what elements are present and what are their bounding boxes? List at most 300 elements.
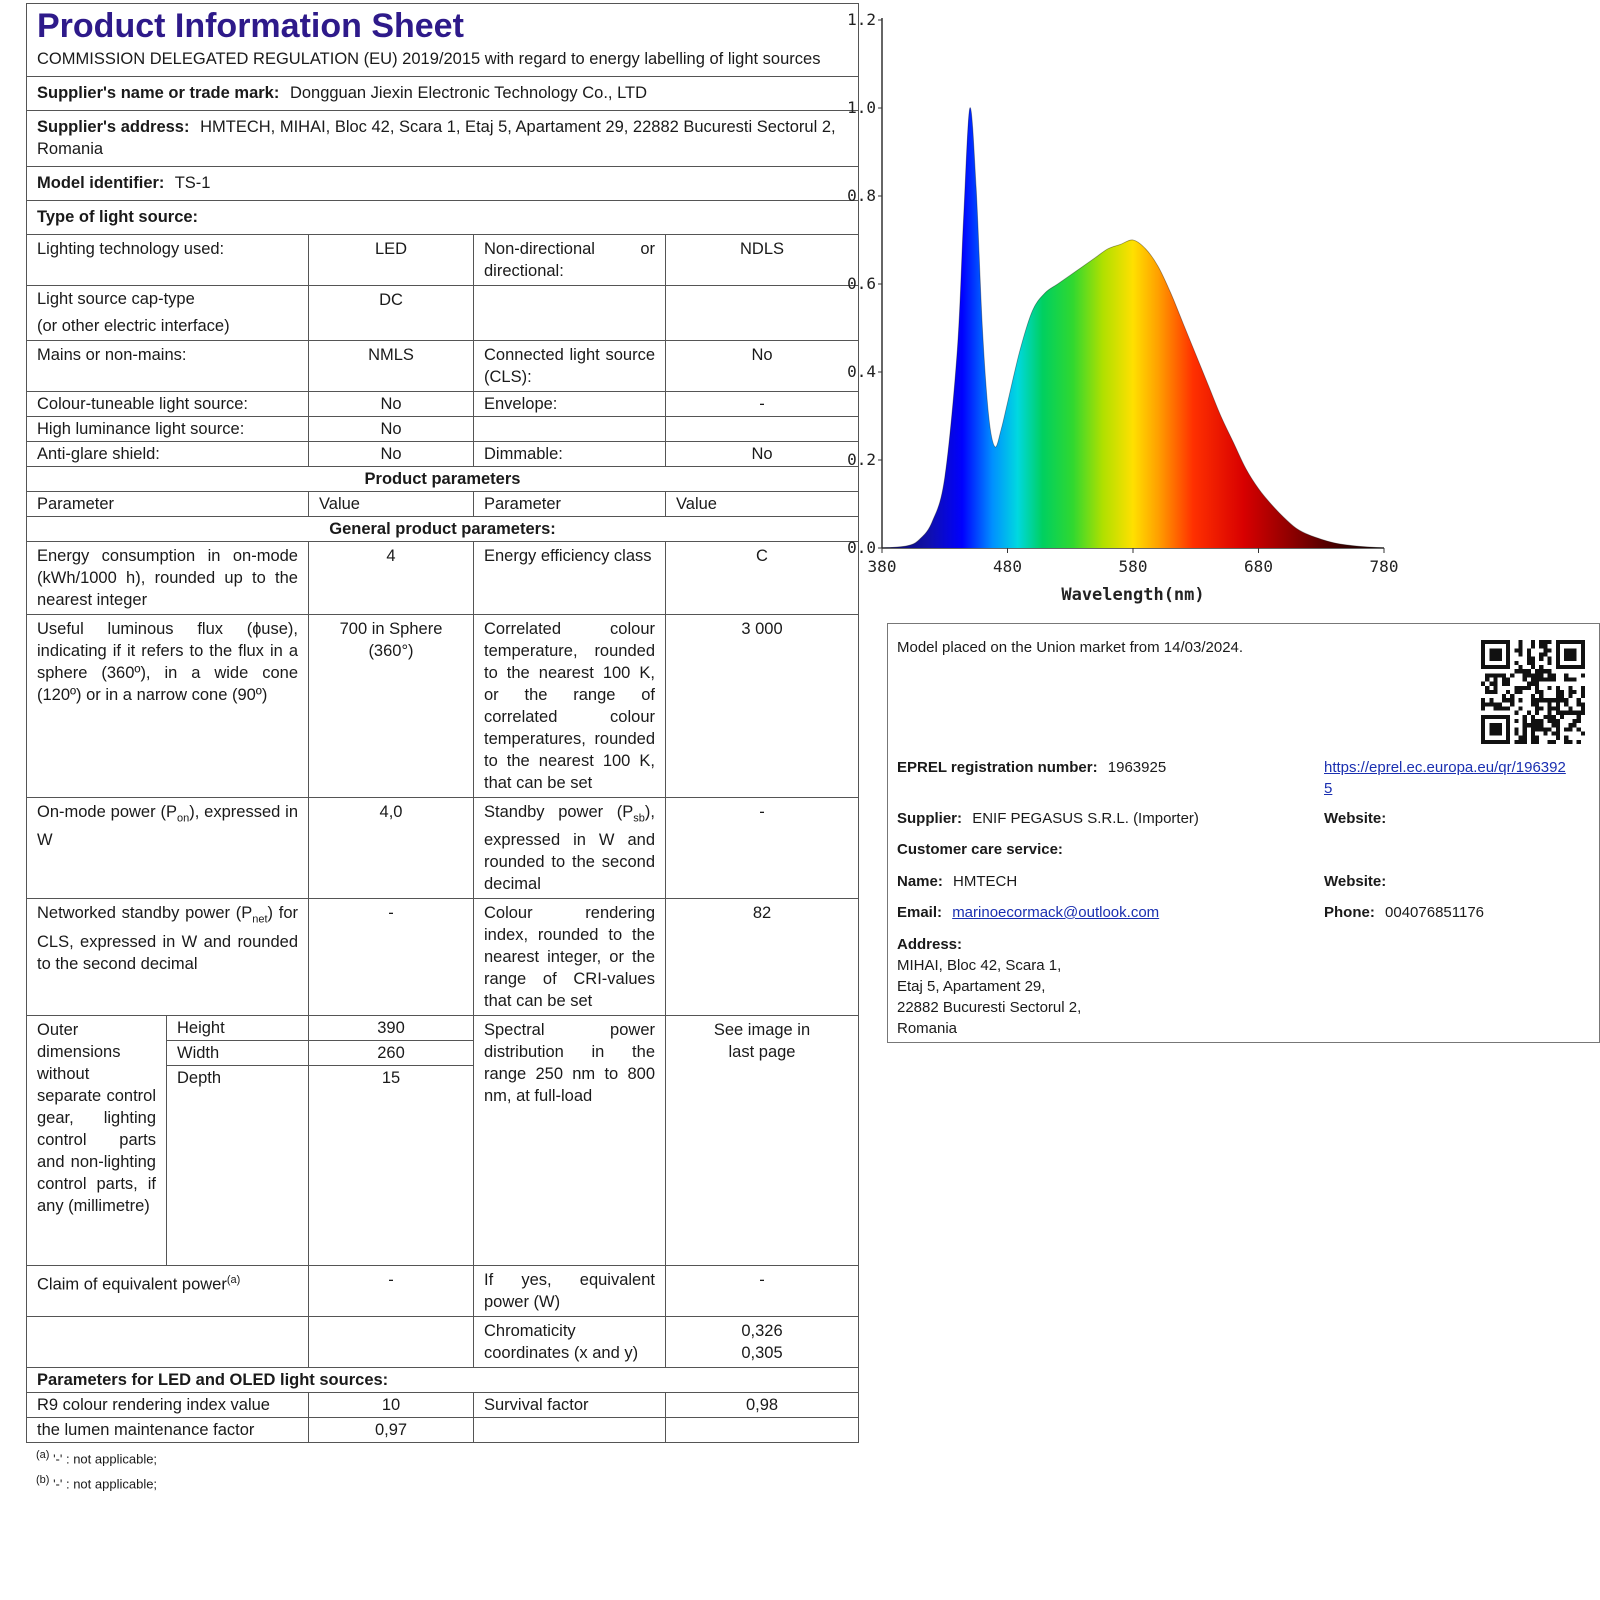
qr-module — [1523, 669, 1527, 673]
y-tick-label: 0.0 — [847, 538, 876, 557]
qr-module — [1560, 698, 1564, 702]
qr-module — [1489, 657, 1493, 661]
qr-module — [1502, 677, 1506, 681]
qr-module — [1581, 707, 1585, 711]
qr-module — [1506, 736, 1510, 740]
qr-module — [1514, 732, 1518, 736]
on-mode-power-value: 4,0 — [309, 798, 474, 899]
market-date-text: Model placed on the Union market from 14/03/2024. — [897, 639, 1244, 656]
qr-module — [1481, 736, 1485, 740]
address-line: 22882 Bucuresti Sectorul 2, — [897, 999, 1082, 1016]
qr-module — [1560, 715, 1564, 719]
qr-module — [1552, 715, 1556, 719]
on-mode-power-label: On-mode power $(P_{on})$, expressed in W — [27, 798, 309, 899]
qr-module — [1527, 711, 1531, 715]
qr-module — [1493, 727, 1497, 731]
qr-module — [1556, 694, 1560, 698]
lumen-maintenance-label: the lumen maintenance factor — [27, 1418, 309, 1443]
qr-module — [1502, 707, 1506, 711]
qr-module — [1481, 732, 1485, 736]
param-label: Mains or non-mains: — [27, 341, 309, 392]
qr-module — [1498, 723, 1502, 727]
qr-module — [1514, 740, 1518, 744]
networked-standby-value: - — [309, 899, 474, 1016]
height-value: 390 — [309, 1016, 474, 1041]
qr-module — [1535, 711, 1539, 715]
type-heading-row — [27, 201, 859, 235]
param-label — [474, 417, 666, 442]
qr-module — [1568, 677, 1572, 681]
qr-module — [1498, 740, 1502, 744]
qr-module — [1556, 698, 1560, 702]
qr-module — [1518, 690, 1522, 694]
qr-module — [1493, 677, 1497, 681]
qr-module — [1506, 661, 1510, 665]
qr-module — [1539, 665, 1543, 669]
qr-module — [1539, 707, 1543, 711]
address-label: Address: — [897, 936, 963, 953]
general-heading: General product parameters: — [27, 517, 859, 542]
qr-module — [1481, 640, 1485, 644]
x-tick-label: 780 — [1369, 557, 1399, 576]
qr-module — [1548, 711, 1552, 715]
qr-module — [1485, 673, 1489, 677]
qr-module — [1543, 715, 1547, 719]
qr-module — [1506, 665, 1510, 669]
name-value: HMTECH — [953, 873, 1018, 890]
qr-module — [1539, 719, 1543, 723]
cct-label: Correlated colour temperature, rounded to the nearest 100 K, or the range of correlated colour temperatures, rounded to the nearest 100 K, that can be set — [474, 615, 666, 798]
qr-module — [1568, 727, 1572, 731]
depth-label: Depth — [167, 1066, 309, 1266]
qr-module — [1564, 727, 1568, 731]
x-tick-label: 380 — [867, 557, 897, 576]
qr-module — [1577, 640, 1581, 644]
table-row — [27, 442, 859, 467]
height-label: Height — [167, 1016, 309, 1041]
spectrum-svg — [847, 8, 1452, 620]
qr-module — [1556, 719, 1560, 723]
qr-module — [1568, 657, 1572, 661]
qr-module — [1485, 686, 1489, 690]
qr-module — [1581, 702, 1585, 706]
qr-module — [1514, 648, 1518, 652]
qr-module — [1539, 657, 1543, 661]
x-axis-label: Wavelength(nm) — [1061, 585, 1205, 605]
qr-module — [1560, 711, 1564, 715]
supplier-name-row — [27, 77, 859, 111]
qr-module — [1531, 698, 1535, 702]
qr-module — [1523, 673, 1527, 677]
qr-module — [1502, 665, 1506, 669]
qr-module — [1498, 665, 1502, 669]
qr-module — [1564, 648, 1568, 652]
qr-module — [1539, 698, 1543, 702]
qr-module — [1581, 665, 1585, 669]
qr-module — [1506, 682, 1510, 686]
qr-module — [1485, 740, 1489, 744]
qr-module — [1481, 719, 1485, 723]
standby-power-label: Standby power $(P_{sb})$, expressed in W and rounded to the second decimal — [474, 798, 666, 899]
chromaticity-value — [666, 1317, 859, 1368]
qr-module — [1502, 698, 1506, 702]
qr-module — [1548, 727, 1552, 731]
qr-module — [1493, 702, 1497, 706]
qr-module — [1498, 648, 1502, 652]
qr-module — [1543, 669, 1547, 673]
qr-module — [1568, 740, 1572, 744]
qr-module — [1543, 677, 1547, 681]
qr-module — [1556, 640, 1560, 644]
qr-module — [1577, 665, 1581, 669]
qr-module — [1560, 640, 1564, 644]
qr-module — [1568, 694, 1572, 698]
qr-module — [1489, 698, 1493, 702]
x-tick-label: 480 — [993, 557, 1022, 576]
qr-module — [1581, 652, 1585, 656]
supplier-line — [897, 808, 1199, 829]
qr-module — [1489, 640, 1493, 644]
qr-module — [1535, 690, 1539, 694]
qr-module — [1523, 736, 1527, 740]
chromaticity-y: 0,305 — [741, 1344, 783, 1363]
qr-module — [1564, 702, 1568, 706]
energy-consumption-label: Energy consumption in on-mode (kWh/1000 h), rounded up to the nearest integer — [27, 542, 309, 615]
qr-module — [1523, 715, 1527, 719]
qr-module — [1556, 732, 1560, 736]
qr-module — [1577, 702, 1581, 706]
qr-module — [1581, 732, 1585, 736]
qr-module — [1489, 702, 1493, 706]
qr-module — [1498, 732, 1502, 736]
y-tick-label: 0.4 — [847, 362, 876, 381]
qr-module — [1556, 648, 1560, 652]
address-line: Etaj 5, Apartament 29, — [897, 978, 1046, 995]
qr-module — [1506, 723, 1510, 727]
qr-module — [1556, 652, 1560, 656]
qr-module — [1535, 702, 1539, 706]
qr-module — [1564, 652, 1568, 656]
qr-module — [1564, 740, 1568, 744]
qr-module — [1531, 732, 1535, 736]
type-heading: Type of light source: — [27, 201, 859, 235]
qr-module — [1514, 727, 1518, 731]
qr-module — [1493, 652, 1497, 656]
qr-module — [1581, 644, 1585, 648]
qr-module — [1518, 652, 1522, 656]
qr-module — [1573, 652, 1577, 656]
qr-module — [1506, 727, 1510, 731]
qr-module — [1493, 732, 1497, 736]
qr-module — [1514, 690, 1518, 694]
product-information-sheet — [26, 3, 858, 1496]
qr-module — [1581, 690, 1585, 694]
qr-module — [1481, 661, 1485, 665]
qr-module — [1493, 673, 1497, 677]
eprel-link-container — [1324, 757, 1569, 799]
qr-module — [1506, 657, 1510, 661]
col-header-value: Value — [666, 492, 859, 517]
spectrum-area — [882, 108, 1384, 548]
qr-module — [1514, 661, 1518, 665]
address-block — [897, 934, 1081, 1039]
table-row — [27, 286, 859, 341]
qr-module — [1568, 665, 1572, 669]
param-label: Connected light source (CLS): — [474, 341, 666, 392]
param-value: - — [666, 392, 859, 417]
qr-module — [1506, 648, 1510, 652]
qr-module — [1548, 648, 1552, 652]
qr-module — [1535, 677, 1539, 681]
qr-module — [1548, 640, 1552, 644]
qr-module — [1489, 690, 1493, 694]
qr-module — [1556, 723, 1560, 727]
qr-module — [1552, 698, 1556, 702]
qr-module — [1518, 669, 1522, 673]
qr-module — [1506, 732, 1510, 736]
qr-module — [1498, 707, 1502, 711]
qr-module — [1543, 652, 1547, 656]
phone-label: Phone: — [1324, 904, 1375, 921]
luminous-flux-label: Useful luminous flux (ɸuse), indicating if it refers to the flux in a sphere (360º), in a wide cone (120º) or in a narrow cone (90º) — [27, 615, 309, 798]
table-row — [27, 1016, 859, 1041]
qr-module — [1556, 707, 1560, 711]
email-link[interactable]: marinoecormack@outlook.com — [952, 904, 1160, 921]
qr-module — [1552, 732, 1556, 736]
qr-module — [1531, 657, 1535, 661]
qr-module — [1552, 677, 1556, 681]
param-value: LED — [309, 235, 474, 286]
qr-module — [1535, 669, 1539, 673]
led-heading: Parameters for LED and OLED light sources: — [27, 1368, 859, 1393]
qr-module — [1518, 665, 1522, 669]
table-row — [27, 798, 859, 899]
outer-dimensions-label: Outer dimensions without separate control gear, lighting control parts and non-lighting control parts, if any (millimetre) — [27, 1016, 167, 1266]
qr-module — [1560, 690, 1564, 694]
col-header-value: Value — [309, 492, 474, 517]
x-tick-label: 680 — [1244, 557, 1273, 576]
qr-module — [1498, 673, 1502, 677]
param-label: Anti-glare shield: — [27, 442, 309, 467]
cri-label: Colour rendering index, rounded to the nearest integer, or the range of CRI-values that can be set — [474, 899, 666, 1016]
qr-module — [1502, 640, 1506, 644]
footnote: $^{(a)}$ '-' : not applicable; — [36, 1449, 158, 1467]
energy-consumption-value: 4 — [309, 542, 474, 615]
product-parameters-heading-row — [27, 467, 859, 492]
table-row — [27, 1317, 859, 1368]
qr-module — [1531, 715, 1535, 719]
address-line: Romania — [897, 1020, 958, 1037]
qr-module — [1556, 690, 1560, 694]
table-row — [27, 1266, 859, 1317]
qr-module — [1543, 648, 1547, 652]
qr-module — [1493, 682, 1497, 686]
qr-module — [1573, 711, 1577, 715]
qr-module — [1518, 648, 1522, 652]
param-label: Envelope: — [474, 392, 666, 417]
qr-module — [1506, 677, 1510, 681]
qr-module — [1539, 723, 1543, 727]
qr-module — [1531, 673, 1535, 677]
qr-module — [1568, 686, 1572, 690]
qr-module — [1481, 727, 1485, 731]
registration-number: 1963925 — [1107, 759, 1167, 776]
claim-equivalent-label: Claim of equivalent power$^{(a)}$ — [27, 1266, 309, 1317]
cri-value: 82 — [666, 899, 859, 1016]
qr-module — [1535, 719, 1539, 723]
efficiency-class-label: Energy efficiency class — [474, 542, 666, 615]
eprel-registration — [897, 757, 1166, 778]
qr-module — [1556, 661, 1560, 665]
qr-module — [1489, 648, 1493, 652]
qr-module — [1548, 740, 1552, 744]
qr-module — [1560, 665, 1564, 669]
table-row — [27, 341, 859, 392]
qr-module — [1560, 694, 1564, 698]
eprel-url-link[interactable]: https://eprel.ec.europa.eu/qr/1963925 — [1324, 759, 1566, 797]
qr-module — [1535, 736, 1539, 740]
equivalent-power-label: If yes, equivalent power (W) — [474, 1266, 666, 1317]
qr-module — [1489, 740, 1493, 744]
width-label: Width — [167, 1041, 309, 1066]
param-value: No — [309, 417, 474, 442]
qr-module — [1531, 665, 1535, 669]
qr-module — [1498, 727, 1502, 731]
qr-module — [1564, 698, 1568, 702]
qr-module — [1581, 640, 1585, 644]
qr-module — [1481, 698, 1485, 702]
table-row — [27, 542, 859, 615]
qr-module — [1514, 719, 1518, 723]
qr-module — [1527, 648, 1531, 652]
qr-module — [1485, 702, 1489, 706]
qr-module — [1548, 702, 1552, 706]
param-label: Dimmable: — [474, 442, 666, 467]
qr-module — [1489, 682, 1493, 686]
qr-module — [1523, 719, 1527, 723]
param-value: DC — [309, 286, 474, 341]
qr-module — [1493, 723, 1497, 727]
qr-module — [1535, 673, 1539, 677]
param-value: No — [309, 392, 474, 417]
qr-module — [1581, 673, 1585, 677]
qr-module — [1573, 723, 1577, 727]
r9-value: 10 — [309, 1393, 474, 1418]
qr-module — [1539, 640, 1543, 644]
qr-module — [1502, 694, 1506, 698]
qr-module — [1518, 707, 1522, 711]
x-tick-group — [868, 548, 1399, 576]
qr-module — [1539, 694, 1543, 698]
qr-module — [1489, 673, 1493, 677]
table-row — [27, 1393, 859, 1418]
supplier-name-label: Supplier's name or trade mark: — [37, 84, 280, 102]
qr-module — [1581, 648, 1585, 652]
qr-module — [1523, 723, 1527, 727]
qr-module — [1539, 669, 1543, 673]
qr-module — [1539, 690, 1543, 694]
qr-module — [1527, 686, 1531, 690]
spectral-value: See image in last page — [666, 1016, 859, 1266]
qr-module — [1518, 640, 1522, 644]
param-label: Colour-tuneable light source: — [27, 392, 309, 417]
qr-module — [1535, 707, 1539, 711]
column-header-row — [27, 492, 859, 517]
qr-module — [1498, 652, 1502, 656]
qr-module — [1510, 694, 1514, 698]
qr-module — [1531, 682, 1535, 686]
supplier-name-value: Dongguan Jiexin Electronic Technology Co., LTD — [289, 84, 648, 102]
qr-module — [1548, 719, 1552, 723]
qr-module — [1493, 715, 1497, 719]
qr-module — [1548, 707, 1552, 711]
qr-module — [1514, 711, 1518, 715]
qr-module — [1552, 673, 1556, 677]
qr-module — [1498, 640, 1502, 644]
qr-module — [1481, 723, 1485, 727]
qr-module — [1506, 652, 1510, 656]
col-header-parameter: Parameter — [27, 492, 309, 517]
qr-module — [1564, 711, 1568, 715]
qr-module — [1535, 698, 1539, 702]
title-row — [27, 4, 859, 77]
qr-module — [1564, 673, 1568, 677]
qr-module — [1531, 644, 1535, 648]
qr-module — [1581, 711, 1585, 715]
qr-module — [1535, 723, 1539, 727]
qr-module — [1581, 694, 1585, 698]
page-title: Product Information Sheet — [37, 7, 464, 45]
qr-module — [1489, 652, 1493, 656]
qr-module — [1556, 657, 1560, 661]
qr-module — [1481, 715, 1485, 719]
param-value: NDLS — [666, 235, 859, 286]
qr-module — [1506, 740, 1510, 744]
param-value: No — [666, 341, 859, 392]
table-row — [27, 235, 859, 286]
qr-code-icon[interactable] — [1481, 640, 1585, 744]
qr-module — [1481, 682, 1485, 686]
qr-module — [1498, 715, 1502, 719]
email-label: Email: — [897, 904, 943, 921]
model-identifier-value: TS-1 — [174, 174, 211, 192]
claim-equivalent-value: - — [309, 1266, 474, 1317]
website-label: Website: — [1324, 810, 1387, 827]
qr-module — [1581, 686, 1585, 690]
spectral-label: Spectral power distribution in the range 250 nm to 800 nm, at full-load — [474, 1016, 666, 1266]
qr-module — [1489, 727, 1493, 731]
spectral-distribution-chart — [847, 8, 1452, 620]
qr-module — [1564, 657, 1568, 661]
param-label: Lighting technology used: — [27, 235, 309, 286]
qr-module — [1485, 715, 1489, 719]
qr-module — [1564, 677, 1568, 681]
registration-label: EPREL registration number: — [897, 759, 1098, 776]
qr-module — [1577, 698, 1581, 702]
qr-module — [1543, 644, 1547, 648]
qr-module — [1543, 640, 1547, 644]
qr-module — [1556, 644, 1560, 648]
qr-module — [1535, 686, 1539, 690]
qr-module — [1543, 727, 1547, 731]
qr-module — [1568, 640, 1572, 644]
qr-module — [1518, 740, 1522, 744]
qr-module — [1535, 682, 1539, 686]
qr-module — [1568, 723, 1572, 727]
led-heading-row — [27, 1368, 859, 1393]
qr-module — [1506, 715, 1510, 719]
qr-module — [1531, 661, 1535, 665]
